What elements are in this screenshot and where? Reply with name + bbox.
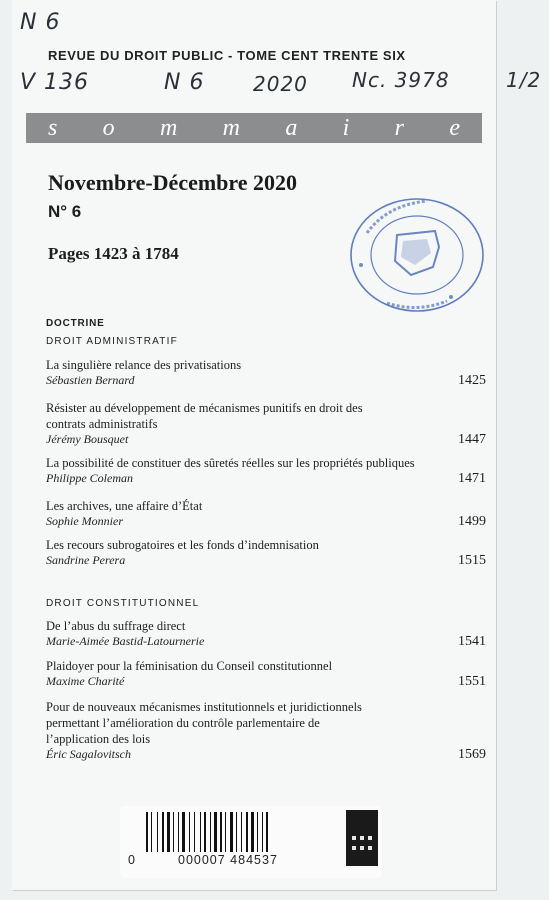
article-author: Marie-Aimée Bastid-Latournerie: [46, 634, 205, 648]
article-author: Sophie Monnier: [46, 514, 123, 528]
banner-letter: i: [342, 114, 350, 141]
journal-header: REVUE DU DROIT PUBLIC - TOME CENT TRENTE SIX: [48, 48, 406, 63]
article-page-number: 1425: [458, 373, 486, 388]
banner-letter: r: [394, 114, 405, 141]
banner-letter: a: [285, 114, 298, 141]
article-page-number: 1541: [458, 634, 486, 649]
article-title: De l’abus du suffrage direct: [46, 619, 186, 633]
toc-entry: [46, 455, 486, 486]
article-title: La possibilité de constituer des sûretés réelles sur les propriétés publiques: [46, 456, 415, 470]
article-title: Plaidoyer pour la féminisation du Conseil constitutionnel: [46, 659, 333, 673]
barcode-digits: 000007 484537: [178, 853, 278, 867]
article-title: Pour de nouveaux mécanismes institutionnels et juridictionnels permettant l’amélioration du contrôle parlementaire de l’application des lois: [46, 700, 362, 746]
handwritten-inventory: Nc. 3978: [352, 68, 450, 92]
issue-number: N° 6: [48, 202, 82, 221]
article-title: Les recours subrogatoires et les fonds d’indemnisation: [46, 538, 319, 552]
toc-entry: [46, 400, 486, 447]
section-heading: DOCTRINE: [46, 318, 105, 329]
handwritten-top-note: N 6: [20, 10, 61, 35]
banner-letter: s: [48, 114, 58, 141]
article-author: Philippe Coleman: [46, 471, 133, 485]
handwritten-number: N 6: [164, 70, 205, 95]
article-page-number: 1515: [458, 553, 486, 568]
article-page-number: 1447: [458, 432, 486, 447]
sommaire-banner: [26, 113, 482, 143]
article-page-number: 1551: [458, 674, 486, 689]
barcode-bars-icon: [120, 806, 382, 878]
handwritten-copy: 1/2: [506, 68, 542, 92]
banner-letter: e: [449, 114, 460, 141]
stamp-seal-icon: [347, 195, 487, 315]
article-title: Les archives, une affaire d’État: [46, 499, 203, 513]
article-page-number: 1471: [458, 471, 486, 486]
library-stamp: [347, 195, 487, 315]
subsection-heading: DROIT ADMINISTRATIF: [46, 336, 178, 347]
subsection-heading: DROIT CONSTITUTIONNEL: [46, 598, 200, 609]
article-author: Maxime Charité: [46, 674, 125, 688]
article-author: Jérémy Bousquet: [46, 432, 129, 446]
handwritten-year: 2020: [253, 72, 308, 96]
issue-date: Novembre-Décembre 2020: [48, 170, 298, 195]
toc-entry: [46, 498, 486, 529]
article-author: Éric Sagalovitsch: [46, 747, 131, 761]
toc-entry: [46, 357, 486, 388]
handwritten-volume: V 136: [20, 70, 90, 95]
toc-entry: [46, 618, 486, 649]
article-title: Résister au développement de mécanismes punitifs en droit des contrats administratifs: [46, 401, 363, 431]
article-author: Sébastien Bernard: [46, 373, 135, 387]
toc-entry: [46, 658, 486, 689]
article-page-number: 1499: [458, 514, 486, 529]
barcode: [120, 806, 382, 878]
article-page-number: 1569: [458, 747, 486, 762]
toc-entry: [46, 699, 486, 762]
banner-letter: o: [102, 114, 115, 141]
toc-entry: [46, 537, 486, 568]
barcode-lead-digit: 0: [128, 853, 135, 867]
article-author: Sandrine Perera: [46, 553, 126, 567]
page-range: Pages 1423 à 1784: [48, 244, 179, 263]
banner-letter: m: [222, 114, 241, 141]
article-title: La singulière relance des privatisations: [46, 358, 242, 372]
banner-letter: m: [160, 114, 178, 141]
